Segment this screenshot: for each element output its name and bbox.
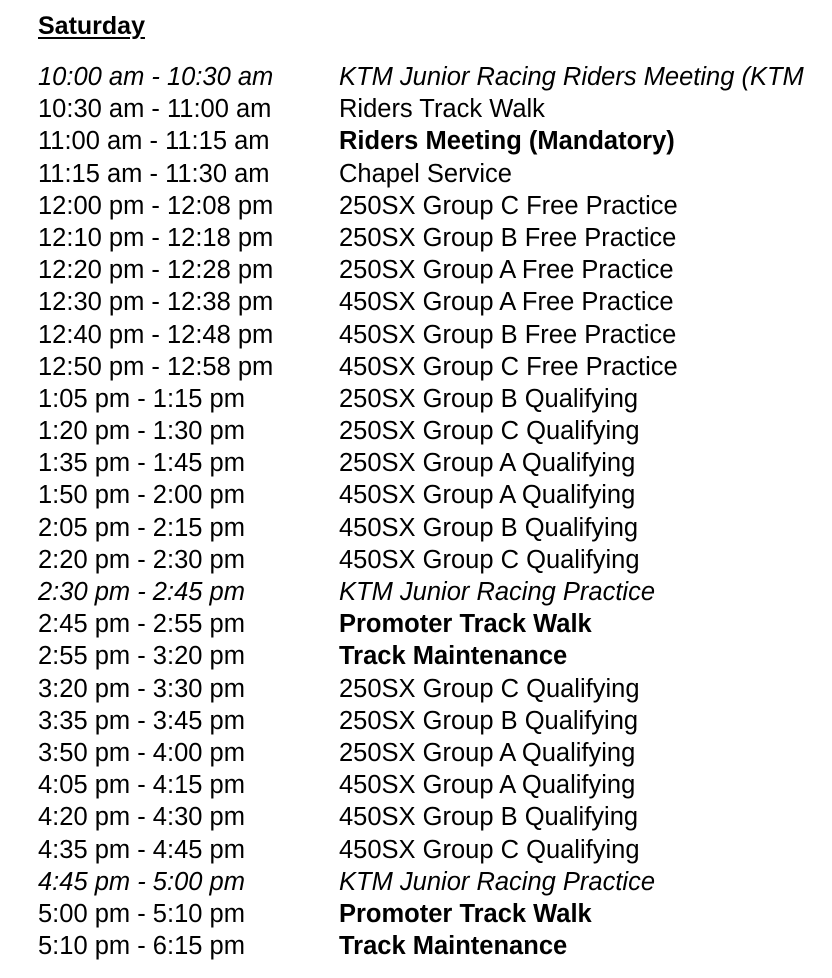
day-heading: Saturday bbox=[38, 12, 145, 40]
schedule-row bbox=[38, 415, 832, 447]
schedule-time: 4:35 pm - 4:45 pm bbox=[38, 835, 245, 864]
schedule-time: 3:50 pm - 4:00 pm bbox=[38, 738, 245, 767]
schedule-time: 10:30 am - 11:00 am bbox=[38, 95, 272, 124]
schedule-event: Promoter Track Walk bbox=[339, 899, 592, 928]
schedule-event: 250SX Group C Qualifying bbox=[339, 674, 640, 703]
schedule-time: 3:20 pm - 3:30 pm bbox=[38, 674, 245, 703]
schedule-row bbox=[38, 898, 832, 930]
schedule-event: 450SX Group B Qualifying bbox=[339, 513, 639, 542]
schedule-row bbox=[38, 125, 832, 157]
schedule-time: 12:30 pm - 12:38 pm bbox=[38, 288, 274, 317]
schedule-row bbox=[38, 222, 832, 254]
schedule-event: KTM Junior Racing Practice bbox=[339, 867, 656, 896]
schedule-row bbox=[38, 705, 832, 737]
schedule-time: 12:40 pm - 12:48 pm bbox=[38, 320, 274, 349]
schedule-event: Promoter Track Walk bbox=[339, 610, 592, 639]
schedule-event: 450SX Group A Qualifying bbox=[339, 481, 636, 510]
schedule-time: 1:50 pm - 2:00 pm bbox=[38, 481, 245, 510]
schedule-time: 12:10 pm - 12:18 pm bbox=[38, 223, 274, 252]
schedule-row bbox=[38, 673, 832, 705]
schedule-row bbox=[38, 190, 832, 222]
schedule-time: 12:50 pm - 12:58 pm bbox=[38, 352, 274, 381]
schedule-event: 450SX Group C Qualifying bbox=[339, 545, 640, 574]
schedule-time: 5:10 pm - 6:15 pm bbox=[38, 932, 245, 961]
schedule-row bbox=[38, 512, 832, 544]
schedule-row bbox=[38, 479, 832, 511]
schedule-row bbox=[38, 447, 832, 479]
schedule-event: 250SX Group B Qualifying bbox=[339, 706, 639, 735]
schedule-event: 450SX Group B Free Practice bbox=[339, 320, 677, 349]
schedule-time: 11:00 am - 11:15 am bbox=[38, 127, 270, 156]
schedule-time: 4:20 pm - 4:30 pm bbox=[38, 803, 245, 832]
schedule-event: Chapel Service bbox=[339, 159, 512, 188]
schedule-event: Track Maintenance bbox=[339, 932, 568, 961]
schedule-event: 450SX Group C Qualifying bbox=[339, 835, 640, 864]
schedule-row bbox=[38, 834, 832, 866]
schedule-time: 2:30 pm - 2:45 pm bbox=[38, 578, 245, 606]
schedule-time: 1:35 pm - 1:45 pm bbox=[38, 449, 245, 478]
schedule-row bbox=[38, 61, 832, 93]
schedule-event: Track Maintenance bbox=[339, 642, 568, 671]
schedule-time: 2:20 pm - 2:30 pm bbox=[38, 545, 245, 574]
schedule-event: 450SX Group C Free Practice bbox=[339, 352, 678, 381]
schedule-event: Riders Track Walk bbox=[339, 95, 545, 124]
schedule-row bbox=[38, 930, 832, 962]
schedule-time: 10:00 am - 10:30 am bbox=[38, 63, 274, 91]
schedule-time: 2:05 pm - 2:15 pm bbox=[38, 513, 245, 542]
schedule-event: Riders Meeting (Mandatory) bbox=[339, 127, 675, 156]
schedule-event: 250SX Group B Free Practice bbox=[339, 223, 677, 252]
schedule-row bbox=[38, 351, 832, 383]
schedule-row bbox=[38, 93, 832, 125]
schedule-row bbox=[38, 576, 832, 608]
schedule-time: 2:45 pm - 2:55 pm bbox=[38, 610, 245, 639]
schedule-row bbox=[38, 319, 832, 351]
schedule-row bbox=[38, 158, 832, 190]
schedule-time: 2:55 pm - 3:20 pm bbox=[38, 642, 245, 671]
schedule-row bbox=[38, 866, 832, 898]
schedule-time: 1:20 pm - 1:30 pm bbox=[38, 417, 245, 446]
schedule-row bbox=[38, 769, 832, 801]
schedule-event: KTM Junior Racing Practice bbox=[339, 578, 656, 606]
schedule-time: 4:45 pm - 5:00 pm bbox=[38, 867, 245, 896]
schedule-row bbox=[38, 286, 832, 318]
schedule-row bbox=[38, 383, 832, 415]
schedule-time: 5:00 pm - 5:10 pm bbox=[38, 899, 245, 928]
schedule-time: 3:35 pm - 3:45 pm bbox=[38, 706, 245, 735]
schedule-event: KTM Junior Racing Riders Meeting (KTM bbox=[339, 63, 804, 91]
schedule-event: 250SX Group C Qualifying bbox=[339, 417, 640, 446]
schedule-time: 12:00 pm - 12:08 pm bbox=[38, 191, 274, 220]
schedule-event: 450SX Group B Qualifying bbox=[339, 803, 639, 832]
schedule-event: 250SX Group A Free Practice bbox=[339, 256, 674, 285]
schedule-row bbox=[38, 737, 832, 769]
schedule-row bbox=[38, 608, 832, 640]
schedule-list bbox=[38, 61, 832, 962]
schedule-time: 4:05 pm - 4:15 pm bbox=[38, 771, 245, 800]
schedule-row bbox=[38, 544, 832, 576]
schedule-event: 250SX Group A Qualifying bbox=[339, 449, 636, 478]
schedule-time: 12:20 pm - 12:28 pm bbox=[38, 256, 274, 285]
schedule-event: 450SX Group A Free Practice bbox=[339, 288, 674, 317]
schedule-row bbox=[38, 254, 832, 286]
schedule-time: 1:05 pm - 1:15 pm bbox=[38, 384, 245, 413]
schedule-event: 250SX Group B Qualifying bbox=[339, 384, 639, 413]
schedule-event: 450SX Group A Qualifying bbox=[339, 771, 636, 800]
schedule-time: 11:15 am - 11:30 am bbox=[38, 159, 270, 188]
schedule-row bbox=[38, 801, 832, 833]
schedule-event: 250SX Group A Qualifying bbox=[339, 738, 636, 767]
schedule-row bbox=[38, 640, 832, 672]
schedule-event: 250SX Group C Free Practice bbox=[339, 191, 678, 220]
